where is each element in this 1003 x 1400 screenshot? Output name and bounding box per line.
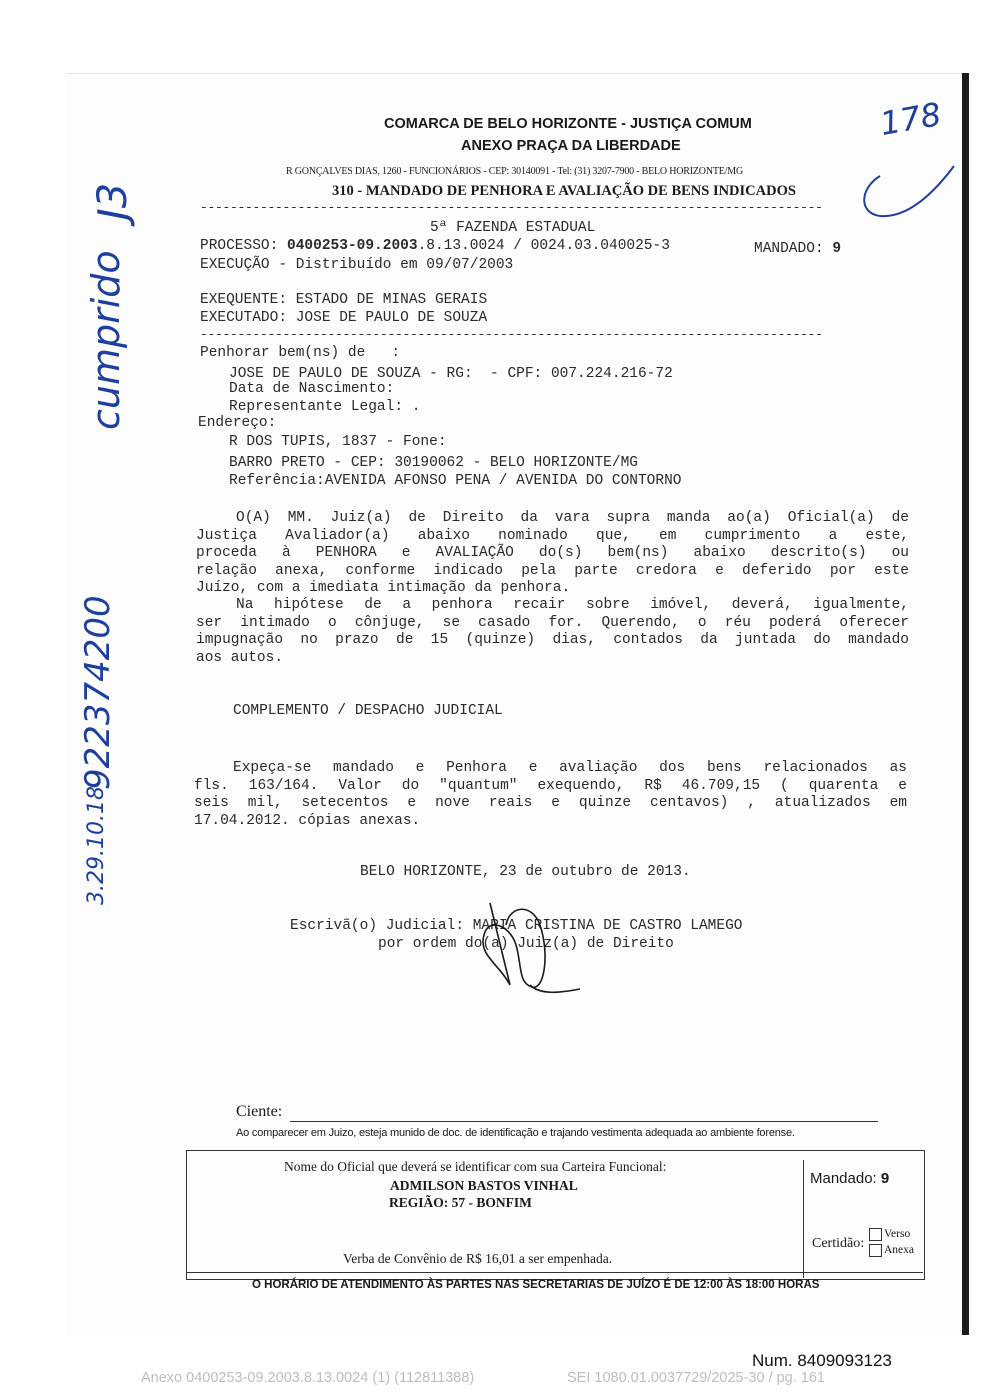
service-hours: O HORÁRIO DE ATENDIMENTO ÀS PARTES NAS SECRETARIAS DE JUÍZO É DE 12:00 ÀS 18:00 HORAS <box>252 1279 820 1291</box>
order-paragraph-1 <box>196 510 909 598</box>
footer-mandado-number: 9 <box>880 1170 890 1187</box>
complement-line: 17.04.2012. cópias anexas. <box>194 812 421 829</box>
address-district: BARRO PRETO - CEP: 30190062 - BELO HORIZONTE/MG <box>229 455 638 471</box>
complement-line: fls. 163/164. Valor do "quantum" exequendo, R$ 46.709,15 ( quarenta e <box>194 777 907 794</box>
complement-line: Expeça-se mandado e Penhora e avaliação dos bens relacionados as <box>233 760 907 776</box>
officer-region: REGIÃO: 57 - BONFIM <box>389 1195 532 1210</box>
complement-line: seis mil, setecentos e nove reais e quinze centavos) , atualizados em <box>194 795 907 811</box>
complement-heading: COMPLEMENTO / DESPACHO JUDICIAL <box>233 703 503 719</box>
divider-top: ----------------------------------------------------------------------------------- <box>200 200 823 215</box>
forensic-notice: Ao comparecer em Juizo, esteja munido de doc. de identificação e trajando vestimenta adequada ao ambiente forense. <box>236 1127 795 1139</box>
process-line <box>200 238 670 254</box>
court-address: R GONÇALVES DIAS, 1260 - FUNCIONÁRIOS - CEP: 30140091 - Tel: (31) 3207-7900 - BELO HORIZONTE/MG <box>286 166 743 177</box>
handwritten-margin-number: 922374200 <box>78 595 118 790</box>
document-number-stamp: Num. 8409093123 <box>752 1351 892 1370</box>
handwritten-margin-code: J3 <box>90 182 136 220</box>
officer-name: ADMILSON BASTOS VINHAL <box>390 1178 578 1193</box>
exequente-line: EXEQUENTE: ESTADO DE MINAS GERAIS <box>200 292 488 308</box>
handwritten-signature <box>470 895 590 1005</box>
order-line: proceda à PENHORA e AVALIAÇÃO do(s) bem(ns) abaixo descrito(s) ou <box>196 545 909 561</box>
judge-order-line: por ordem do(a) Juiz(a) de Direito <box>378 936 674 952</box>
certidao-label: Certidão: <box>812 1236 865 1251</box>
agreement-fee: Verba de Convênio de R$ 16,01 a ser empenhada. <box>343 1251 613 1266</box>
officer-instruction: Nome do Oficial que deverá se identificar com sua Carteira Funcional: <box>284 1159 667 1174</box>
divider-mid: ----------------------------------------------------------------------------------- <box>200 327 823 342</box>
order-line: impugnação no prazo de 15 (quinze) dias, contados da juntada do mandado <box>196 632 909 648</box>
order-line: ser intimado o cônjuge, se casado for. Querendo, o réu poderá oferecer <box>196 614 909 631</box>
order-line: Na hipótese de a penhora recair sobre imóvel, deverá, igualmente, <box>236 597 909 613</box>
order-line: O(A) MM. Juiz(a) de Direito da vara supra manda ao(a) Oficial(a) de <box>236 510 909 526</box>
clerk-line: Escrivã(o) Judicial: MARIA CRISTINA DE CASTRO LAMEGO <box>290 918 743 934</box>
address-reference: Referência:AVENIDA AFONSO PENA / AVENIDA DO CONTORNO <box>229 473 682 489</box>
process-number: 0400253-09.2003 <box>287 238 418 254</box>
order-line: relação anexa, conforme indicado pela parte credora e deferido por este <box>196 562 909 579</box>
process-label: PROCESSO: <box>200 238 279 254</box>
sei-stamp: SEI 1080.01.0037729/2025-30 / pg. 161 <box>567 1370 825 1386</box>
complement-text <box>194 760 907 830</box>
mandado-ref <box>754 241 841 257</box>
seize-intro: Penhorar bem(ns) de : <box>200 345 401 361</box>
certidao-anexa[interactable] <box>869 1244 914 1257</box>
mandado-number: 9 <box>832 241 842 257</box>
certidao-verso[interactable] <box>869 1228 910 1241</box>
anexa-checkbox[interactable] <box>869 1244 882 1257</box>
address-street: R DOS TUPIS, 1837 - Fone: <box>229 434 447 450</box>
order-line: aos autos. <box>196 649 284 666</box>
address-label: Endereço: <box>198 415 277 431</box>
verso-checkbox[interactable] <box>869 1228 882 1241</box>
legal-representative: Representante Legal: . <box>229 399 421 415</box>
order-line: Justiça Avaliador(a) abaixo nominado que, em cumprimento a este, <box>196 527 909 544</box>
order-paragraph-2 <box>196 597 909 667</box>
ciente-label: Ciente: <box>236 1103 283 1120</box>
mandado-label: MANDADO: <box>754 241 824 257</box>
court-title: COMARCA DE BELO HORIZONTE - JUSTIÇA COMUM <box>384 116 752 132</box>
execution-line: EXECUÇÃO - Distribuído em 09/07/2003 <box>200 257 514 273</box>
handwritten-check-mark <box>850 158 960 228</box>
footer-mandado-label: Mandado: <box>810 1170 877 1187</box>
footer-mandado <box>810 1170 889 1187</box>
executado-line: EXECUTADO: JOSE DE PAULO DE SOUZA <box>200 310 488 326</box>
form-title: 310 - MANDADO DE PENHORA E AVALIAÇÃO DE BENS INDICADOS <box>332 183 796 199</box>
handwritten-margin-date: 3.29.10.18 <box>84 786 109 905</box>
process-number-rest: .8.13.0024 / 0024.03.040025-3 <box>417 238 670 254</box>
scan-border <box>962 73 969 1335</box>
anexa-label: Anexa <box>884 1244 915 1257</box>
verso-label: Verso <box>884 1228 911 1241</box>
debtor-name: JOSE DE PAULO DE SOUZA - RG: - CPF: 007.224.216-72 <box>229 366 673 382</box>
handwritten-margin-note: cumprido <box>84 250 128 430</box>
court-unit: 5ª FAZENDA ESTADUAL <box>430 220 596 236</box>
place-date: BELO HORIZONTE, 23 de outubro de 2013. <box>360 864 691 880</box>
order-line: Juízo, com a imediata intimação da penhora. <box>196 580 571 596</box>
annex-stamp: Anexo 0400253-09.2003.8.13.0024 (1) (112811388) <box>141 1370 475 1386</box>
annex-title: ANEXO PRAÇA DA LIBERDADE <box>461 138 681 154</box>
ciente-signature-line <box>290 1121 878 1122</box>
handwritten-page-number: 178 <box>877 94 944 144</box>
hours-line <box>186 1272 923 1273</box>
mandado-cell <box>803 1160 804 1278</box>
birth-date: Data de Nascimento: <box>229 381 395 397</box>
